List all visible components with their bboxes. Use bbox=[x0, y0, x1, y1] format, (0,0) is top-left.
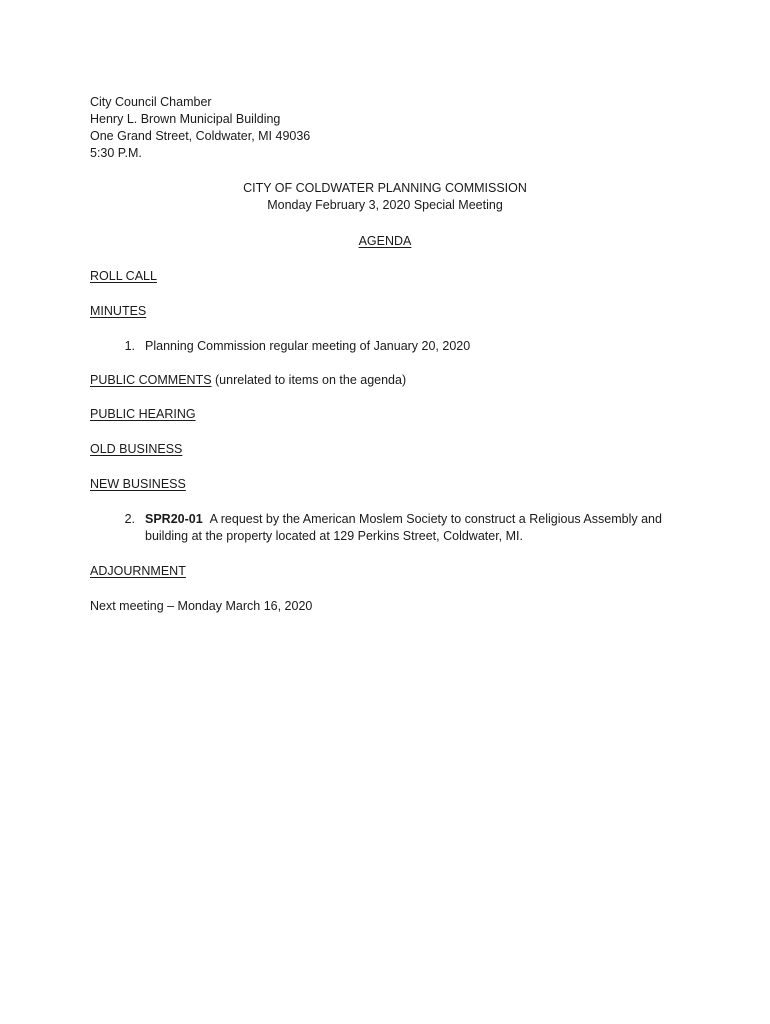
case-code: SPR20-01 bbox=[145, 512, 203, 526]
meeting-location bbox=[90, 94, 310, 162]
minutes-item-number: 1. bbox=[124, 339, 135, 353]
agenda-title: AGENDA bbox=[358, 234, 412, 248]
organization-title: CITY OF COLDWATER PLANNING COMMISSION bbox=[243, 181, 527, 195]
section-adjournment bbox=[90, 563, 186, 580]
public-comments-note: (unrelated to items on the agenda) bbox=[211, 373, 407, 387]
meeting-time: 5:30 P.M. bbox=[90, 146, 142, 160]
old-business-heading: OLD BUSINESS bbox=[90, 442, 183, 456]
location-line-3: One Grand Street, Coldwater, MI 49036 bbox=[90, 129, 311, 143]
new-business-heading: NEW BUSINESS bbox=[90, 477, 186, 491]
public-comments-heading: PUBLIC COMMENTS bbox=[90, 373, 212, 387]
minutes-item-text: Planning Commission regular meeting of January 20, 2020 bbox=[145, 339, 471, 353]
section-minutes bbox=[90, 303, 146, 320]
new-business-item-line-1: A request by the American Moslem Society to construct a Religious Assembly and bbox=[209, 512, 662, 526]
meeting-date: Monday February 3, 2020 Special Meeting bbox=[267, 198, 503, 212]
section-new-business bbox=[90, 476, 186, 493]
location-line-1: City Council Chamber bbox=[90, 95, 212, 109]
new-business-item-number: 2. bbox=[124, 512, 135, 526]
section-old-business bbox=[90, 441, 182, 458]
section-roll-call bbox=[90, 268, 157, 285]
section-public-hearing bbox=[90, 406, 196, 423]
next-meeting bbox=[90, 598, 312, 615]
location-line-2: Henry L. Brown Municipal Building bbox=[90, 112, 281, 126]
adjournment-heading: ADJOURNMENT bbox=[90, 564, 186, 578]
roll-call-heading: ROLL CALL bbox=[90, 269, 157, 283]
agenda-heading bbox=[0, 233, 770, 250]
section-public-comments bbox=[90, 372, 406, 389]
public-hearing-heading: PUBLIC HEARING bbox=[90, 407, 196, 421]
next-meeting-text: Next meeting – Monday March 16, 2020 bbox=[90, 599, 313, 613]
new-business-item-line-2: building at the property located at 129 Perkins Street, Coldwater, MI. bbox=[145, 529, 523, 543]
document-header bbox=[0, 180, 770, 214]
minutes-heading: MINUTES bbox=[90, 304, 147, 318]
minutes-item bbox=[113, 338, 470, 355]
new-business-item bbox=[113, 511, 662, 545]
